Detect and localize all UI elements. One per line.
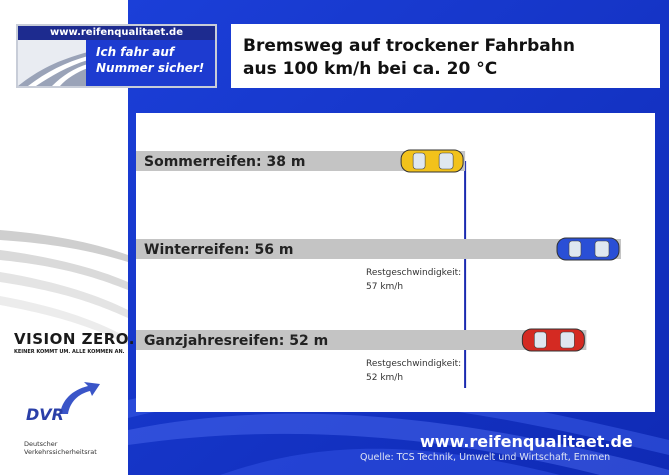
bar-label: Ganzjahresreifen: 52 m (144, 333, 329, 349)
bar-label: Winterreifen: 56 m (144, 242, 294, 258)
bar-label: Sommerreifen: 38 m (144, 154, 306, 170)
restspeed-value: 57 km/h (366, 282, 404, 292)
dvr-logo-icon (22, 380, 102, 432)
dvr-name-line2: Verkehrssicherheitsrat (24, 448, 97, 456)
logo-slogan (96, 44, 204, 76)
chart-title-line2: aus 100 km/h bei ca. 20 °C (243, 59, 498, 79)
dvr-name (24, 440, 114, 456)
dvr-logo-text: DVR (26, 405, 64, 424)
logo-url: www.reifenqualitaet.de (18, 26, 215, 40)
logo-slogan-line1: Ich fahr auf (96, 45, 175, 59)
car-icon (557, 238, 619, 260)
logo-slogan-line2: Nummer sicher! (96, 61, 205, 75)
braking-distance-chart (136, 113, 655, 412)
chart-panel (136, 113, 655, 412)
vision-zero-logo: VISION ZERO. (14, 330, 135, 348)
dvr-name-line1: Deutscher (24, 440, 58, 448)
title-box (231, 24, 660, 88)
chart-title-line1: Bremsweg auf trockener Fahrbahn (243, 36, 575, 56)
car-icon (401, 150, 463, 172)
footer-url[interactable]: www.reifenqualitaet.de (420, 432, 633, 451)
restspeed-value: 52 km/h (366, 373, 404, 383)
vision-zero-tagline: KEINER KOMMT UM. ALLE KOMMEN AN. (14, 349, 125, 355)
car-icon (522, 329, 584, 351)
source-note: Quelle: TCS Technik, Umwelt und Wirtschaft, Emmen (360, 452, 611, 463)
restspeed-label: Restgeschwindigkeit: (366, 268, 462, 278)
restspeed-label: Restgeschwindigkeit: (366, 359, 462, 369)
logo-box (16, 24, 217, 88)
